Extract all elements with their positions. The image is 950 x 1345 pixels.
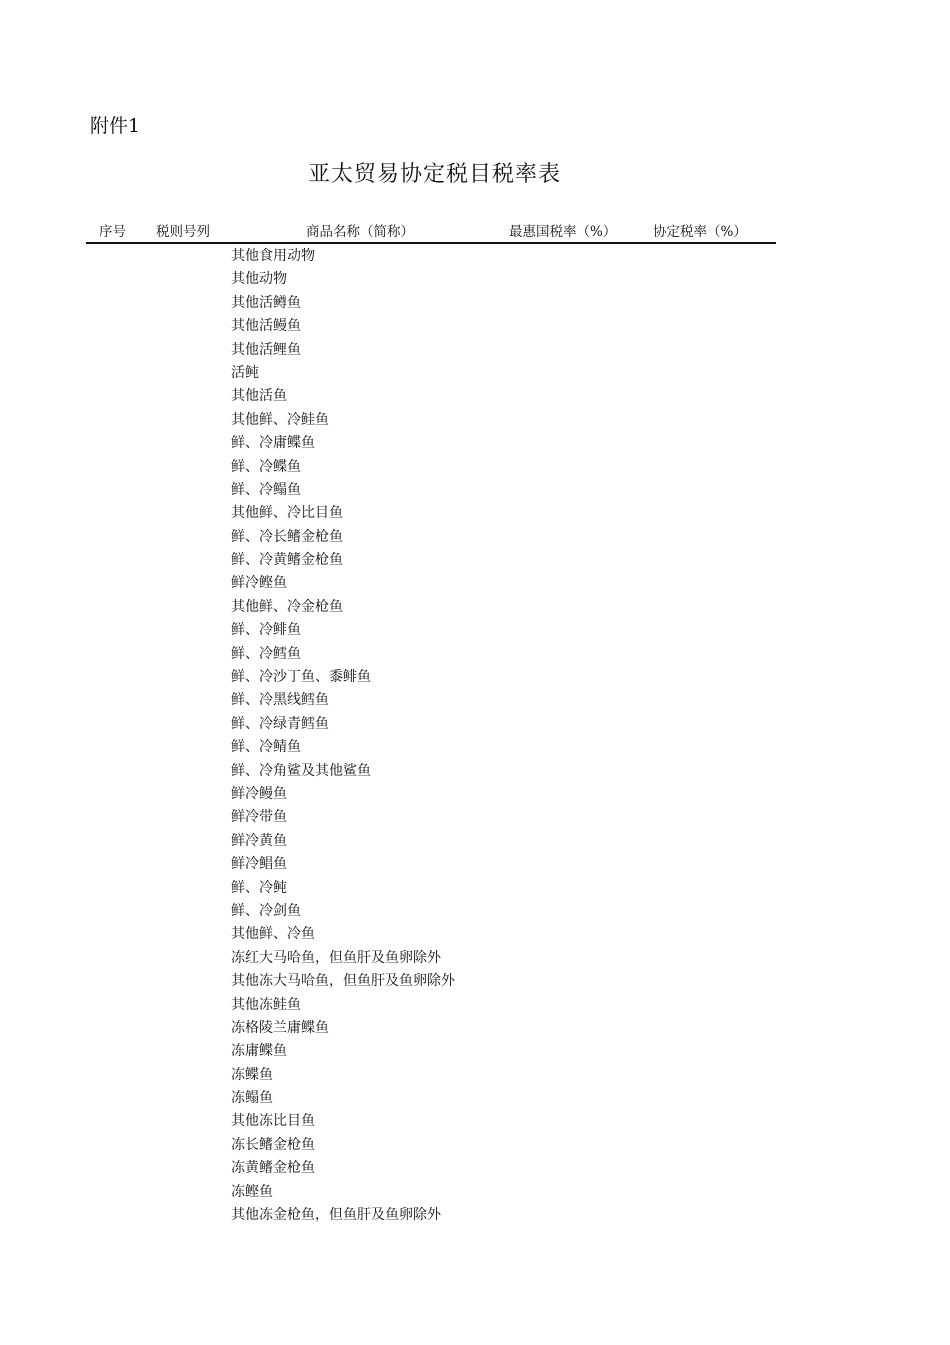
product-name-cell: 鲜、冷鲭鱼	[231, 739, 301, 756]
table-row	[231, 947, 455, 970]
product-name-cell: 其他食用动物	[231, 248, 315, 264]
product-name-cell: 其他活鳟鱼	[231, 294, 301, 311]
table-row	[231, 502, 455, 525]
product-name-cell: 其他活鲤鱼	[231, 341, 301, 358]
product-name-cell: 冻格陵兰庸鲽鱼	[231, 1019, 329, 1036]
product-name-cell: 其他鲜、冷比目鱼	[231, 505, 343, 522]
table-row	[231, 456, 455, 479]
table-row	[231, 409, 455, 432]
product-name-cell: 鲜、冷鲀	[231, 879, 287, 896]
product-name-cell: 冻黄鳍金枪鱼	[231, 1160, 315, 1177]
product-name-cell: 鲜冷鲳鱼	[231, 856, 287, 873]
product-name-cell: 鲜、冷鲽鱼	[231, 458, 301, 475]
product-name-cell: 冻庸鲽鱼	[231, 1043, 287, 1060]
column-header-seq: 序号	[99, 224, 126, 240]
table-row	[231, 760, 455, 783]
table-row	[231, 1181, 455, 1204]
table-row	[231, 994, 455, 1017]
product-name-cell: 鲜冷鲣鱼	[231, 575, 287, 592]
table-row	[231, 362, 455, 385]
product-name-cell: 其他鲜、冷鲑鱼	[231, 411, 329, 428]
table-row	[231, 619, 455, 642]
product-name-cell: 其他活鳗鱼	[231, 318, 301, 335]
product-name-cell: 鲜、冷沙丁鱼、黍鲱鱼	[231, 669, 371, 686]
table-row	[231, 268, 455, 291]
table-row	[231, 689, 455, 712]
table-row	[231, 432, 455, 455]
product-name-cell: 其他动物	[231, 271, 287, 288]
table-row	[231, 549, 455, 572]
product-name-cell: 鲜、冷鳎鱼	[231, 481, 301, 498]
product-name-cell: 其他活鱼	[231, 388, 287, 405]
table-row	[231, 900, 455, 923]
product-name-cell: 其他冻鲑鱼	[231, 996, 301, 1013]
product-name-cell: 鲜、冷黑线鳕鱼	[231, 692, 329, 709]
product-name-cell: 冻鳎鱼	[231, 1090, 273, 1107]
product-name-cell: 其他冻比目鱼	[231, 1113, 315, 1130]
product-name-cell: 鲜、冷剑鱼	[231, 902, 301, 919]
column-header-agreement-rate: 协定税率（%）	[653, 224, 747, 240]
product-name-cell: 冻红大马哈鱼，但鱼肝及鱼卵除外	[231, 949, 441, 966]
product-name-cell: 鲜、冷长鳍金枪鱼	[231, 528, 343, 545]
table-row	[231, 877, 455, 900]
table-row	[231, 526, 455, 549]
table-row	[231, 1064, 455, 1087]
table-row	[231, 736, 455, 759]
table-body	[231, 245, 455, 1227]
table-header	[86, 224, 776, 244]
table-row	[231, 806, 455, 829]
table-row	[231, 1134, 455, 1157]
table-row	[231, 1157, 455, 1180]
product-name-cell: 鲜冷黄鱼	[231, 832, 287, 849]
table-row	[231, 1017, 455, 1040]
table-row	[231, 596, 455, 619]
table-row	[231, 1204, 455, 1227]
table-row	[231, 923, 455, 946]
column-header-product-name: 商品名称（简称）	[306, 224, 414, 240]
product-name-cell: 冻鲽鱼	[231, 1066, 273, 1083]
table-row	[231, 385, 455, 408]
product-name-cell: 鲜、冷鳕鱼	[231, 645, 301, 662]
table-row	[231, 643, 455, 666]
table-row	[231, 970, 455, 993]
product-name-cell: 其他冻金枪鱼，但鱼肝及鱼卵除外	[231, 1207, 441, 1224]
product-name-cell: 鲜、冷角鲨及其他鲨鱼	[231, 762, 371, 779]
table-row	[231, 830, 455, 853]
table-row	[231, 339, 455, 362]
table-row	[231, 315, 455, 338]
product-name-cell: 鲜、冷黄鳍金枪鱼	[231, 552, 343, 569]
table-row	[231, 292, 455, 315]
column-header-tariff-code: 税则号列	[156, 224, 210, 240]
column-header-mfn-rate: 最惠国税率（%）	[509, 224, 617, 240]
table-row	[231, 666, 455, 689]
product-name-cell: 冻鲣鱼	[231, 1183, 273, 1200]
table-row	[231, 783, 455, 806]
table-row	[231, 572, 455, 595]
page-title: 亚太贸易协定税目税率表	[308, 162, 562, 187]
table-row	[231, 853, 455, 876]
table-row	[231, 479, 455, 502]
table-row	[231, 1087, 455, 1110]
product-name-cell: 鲜、冷庸鲽鱼	[231, 435, 315, 452]
product-name-cell: 其他冻大马哈鱼，但鱼肝及鱼卵除外	[231, 973, 455, 990]
attachment-label: 附件1	[90, 115, 141, 137]
product-name-cell: 冻长鳍金枪鱼	[231, 1136, 315, 1153]
product-name-cell: 其他鲜、冷金枪鱼	[231, 598, 343, 615]
product-name-cell: 鲜冷鳗鱼	[231, 785, 287, 802]
table-row	[231, 245, 455, 268]
product-name-cell: 鲜、冷鲱鱼	[231, 622, 301, 639]
table-row	[231, 1040, 455, 1063]
product-name-cell: 鲜冷带鱼	[231, 809, 287, 826]
product-name-cell: 鲜、冷绿青鳕鱼	[231, 715, 329, 732]
table-row	[231, 713, 455, 736]
product-name-cell: 活鲀	[231, 364, 259, 381]
table-row	[231, 1110, 455, 1133]
product-name-cell: 其他鲜、冷鱼	[231, 926, 315, 943]
